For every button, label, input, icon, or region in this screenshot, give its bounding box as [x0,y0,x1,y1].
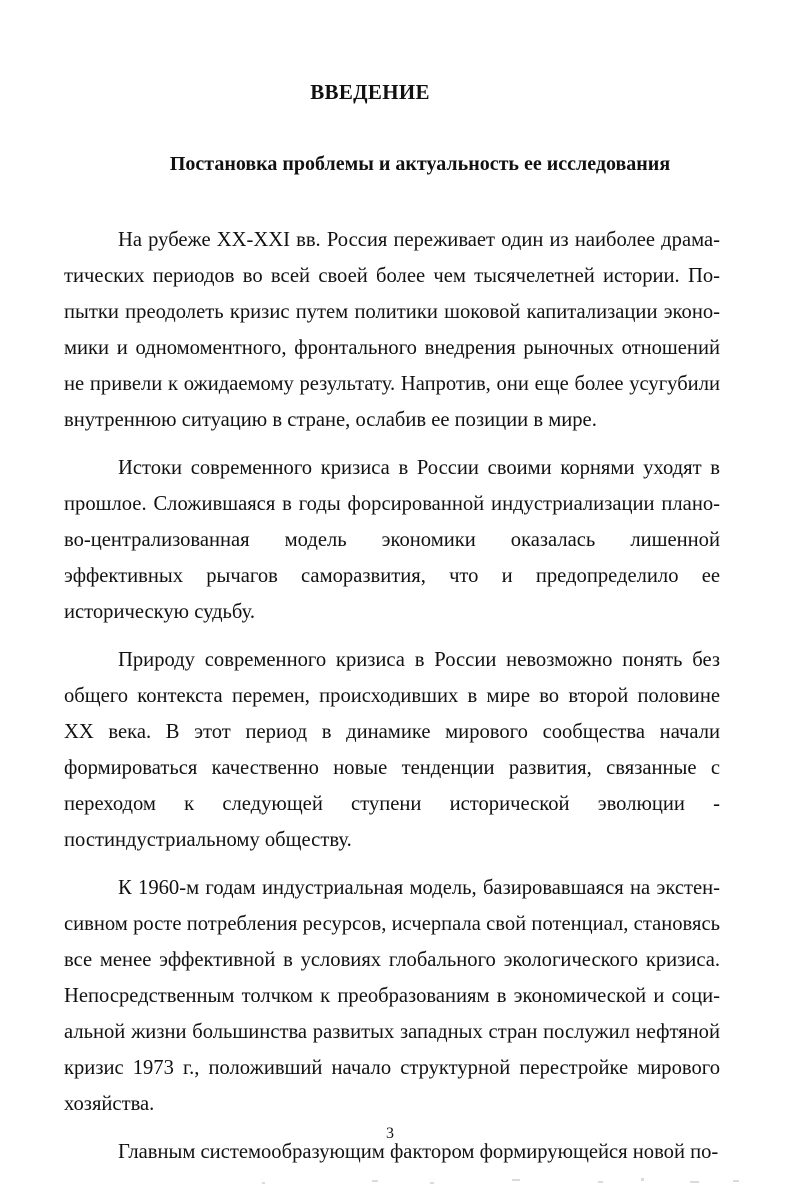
section-subtitle: Постановка проблемы и актуальность ее исследования [169,153,671,175]
paragraph-1: На рубеже XX-XXI вв. Россия переживает один из наиболее драматических периодов во всей своей более чем тысячелетней истории. Попытки преодолеть кризис путем политики шоковой капитализации экономики и одномоментного, фронтального внедрения рыночных отношений не привели к ожидаемому результату. Напротив, они еще более усугубили внутреннюю ситуацию в стране, ослабив ее позиции в мире. [64,229,720,431]
body-text [64,222,720,1182]
scan-noise [0,1172,794,1191]
page-title: ВВЕДЕНИЕ [310,80,430,104]
page-number: 3 [386,1125,394,1142]
paragraph-3: Природу современного кризиса в России невозможно понять без общего контекста перемен, происходивших в мире во второй половине XX века. В этот период в динамике мирового сообщества начали формироваться качественно новые тенденции развития, связанные с переходом к следующей ступени исторической эволюции - постиндустриальному обществу. [64,649,720,851]
paragraph-4: К 1960-м годам индустриальная модель, базировавшаяся на экстенсивном росте потребления ресурсов, исчерпала свой потенциал, становясь все менее эффективной в условиях глобального экологического кризиса. Непосредственным толчком к преобразованиям в экономической и социальной жизни большинства развитых западных стран послужил нефтяной кризис 1973 г., положивший начало структурной перестройке мирового хозяйства. [64,877,720,1115]
paragraph-2: Истоки современного кризиса в России своими корнями уходят в прошлое. Сложившаяся в годы форсированной индустриализации планово-централизованная модель экономики оказалась лишенной эффективных рычагов саморазвития, что и предопределило ее историческую судьбу. [64,457,720,623]
paragraph-5: Главным системообразующим фактором формирующейся новой по- [118,1141,719,1163]
